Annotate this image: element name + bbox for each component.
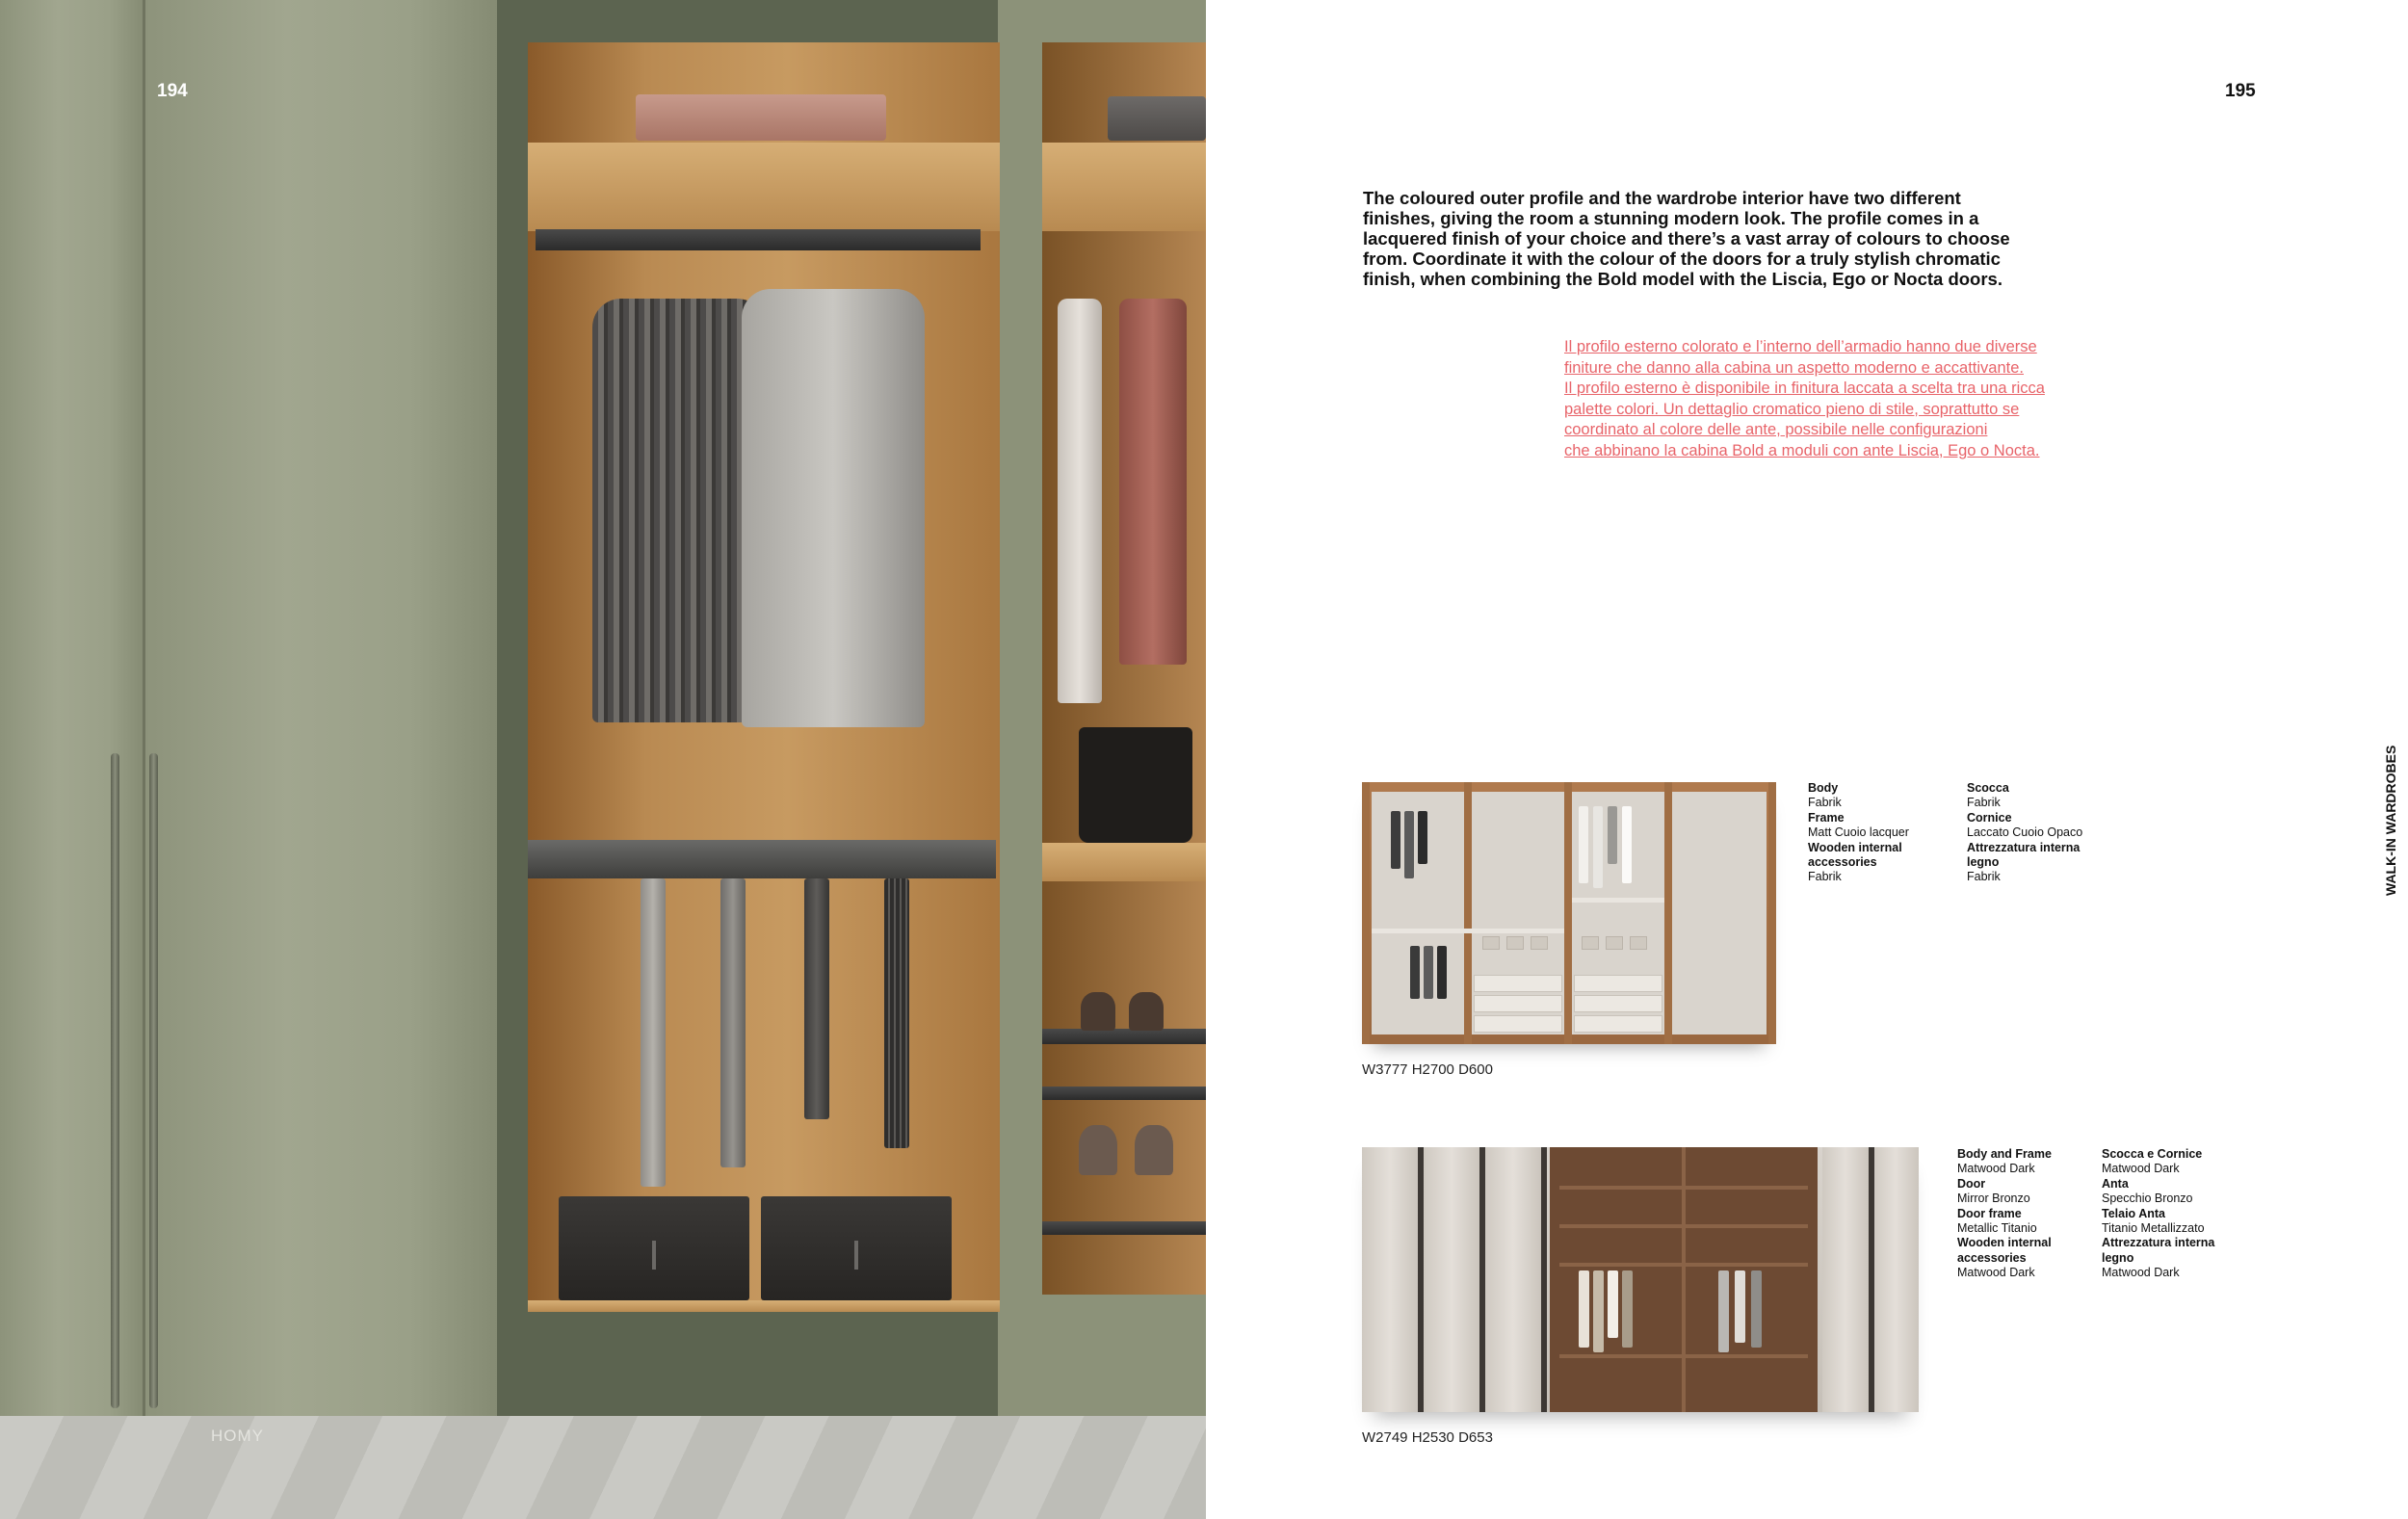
side-top-shelf [1042,143,1206,231]
hanging-garment [1404,811,1414,878]
wardrobe-bay [1672,792,1767,1034]
hanging-garment [1410,946,1420,999]
door-frame [1418,1147,1424,1412]
bottom-shelf [528,1300,1000,1312]
door-frame [1541,1147,1547,1412]
spec-label: Wooden internal accessories [1808,840,1902,870]
hanging-garment [1608,1270,1618,1338]
spec-label: Attrezzatura interna legno [1967,840,2081,870]
box-handle [652,1241,656,1270]
intro-italian-line: coordinato al colore delle ante, possibile nelle configurazioni [1564,421,1988,438]
hanging-garment [1579,806,1588,883]
section-side-label [2381,703,2400,896]
product-1-image [1362,782,1776,1044]
frame-post [1664,782,1672,1044]
frame-post [1464,782,1472,1044]
wardrobe-door-left [0,0,144,1426]
door-handle [149,753,158,1408]
intro-italian-line: che abbinano la cabina Bold a moduli con ante Liscia, Ego o Nocta. [1564,441,2040,459]
spec-value: Titanio Metallizzato [2102,1221,2205,1236]
hanging-garment [1424,946,1433,999]
drawer [1574,1015,1662,1033]
page-number-right: 195 [2225,81,2256,101]
frame-post [1768,782,1776,1044]
trousers [641,878,666,1187]
hanging-garment [1437,946,1447,999]
folded-sweater [1108,96,1206,141]
checked-jacket [592,299,766,722]
mirror-door [1362,1147,1418,1412]
intro-italian-line: Il profilo esterno colorato e l’interno dell’armadio hanno due diverse [1564,338,2037,355]
hanging-garment [1608,806,1617,864]
storage-cube [1482,936,1500,950]
drawer [1574,975,1662,992]
spec-value: Fabrik [1808,796,1842,810]
divider [1682,1147,1686,1412]
drawer [1474,1015,1562,1033]
page-number-left: 194 [157,81,188,101]
spec-value: Specchio Bronzo [2102,1192,2193,1206]
spec-label: Door [1957,1176,1986,1191]
hanging-blouse [1058,299,1102,703]
hanging-dress [1119,299,1187,665]
brand-mark: HOMY [211,1427,264,1445]
drawer [1474,975,1562,992]
door-handle [111,753,119,1408]
spec-value: Metallic Titanio [1957,1221,2037,1236]
storage-cube [1582,936,1599,950]
hanging-rail [536,229,981,250]
product-2-specs-italian [2102,1147,2237,1281]
spec-label: Body [1808,781,1839,795]
wardrobe-door-right [145,0,497,1426]
spec-value: Matwood Dark [2102,1162,2180,1176]
hanging-garment [1418,811,1427,864]
spec-label: Attrezzatura interna legno [2102,1236,2215,1265]
floor [0,1416,1206,1519]
trousers [884,878,909,1148]
spec-label: Scocca [1967,781,2009,795]
spec-label: Cornice [1967,810,2012,825]
storage-cube [1506,936,1524,950]
drawer [1574,995,1662,1012]
section-side-label-text: WALK-IN WARDROBES [2383,745,2398,896]
hanging-garment [1735,1270,1745,1343]
mirror-door [1485,1147,1541,1412]
product-2-dimensions: W2749 H2530 D653 [1362,1429,1493,1446]
handbag [1079,727,1192,843]
spec-value: Laccato Cuoio Opaco [1967,825,2083,840]
hanging-garment [1593,1270,1604,1352]
hanging-garment [1593,806,1603,888]
folded-sweater [636,94,886,141]
hanging-garment [1622,806,1632,883]
mirror-door [1872,1147,1919,1412]
storage-cube [1606,936,1623,950]
spec-label: Anta [2102,1176,2129,1191]
open-wardrobe-bay [1550,1147,1818,1412]
hanging-garment [1622,1270,1633,1348]
storage-cube [1630,936,1647,950]
grey-jacket [742,289,925,727]
shoe [1079,1125,1117,1175]
shoe [1081,992,1115,1031]
trouser-rack [528,840,996,878]
trousers [804,878,829,1119]
spec-value: Fabrik [1967,796,2001,810]
spec-value: Matwood Dark [1957,1162,2035,1176]
drawer [1474,995,1562,1012]
spec-label: Door frame [1957,1206,2022,1220]
hanging-garment [1391,811,1400,869]
shoe [1135,1125,1173,1175]
frame-post [1362,782,1370,1044]
frame-post [1564,782,1572,1044]
top-shelf [528,143,1000,231]
intro-italian-line: finiture che danno alla cabina un aspetto moderno e accattivante. [1564,358,2024,377]
intro-italian-line: palette colori. Un dettaglio cromatico pieno di stile, soprattutto se [1564,400,2020,418]
mirror-door [1822,1147,1869,1412]
shelf [1572,898,1664,903]
shoe-rack [1042,1029,1206,1044]
door-frame [1479,1147,1485,1412]
box-handle [854,1241,858,1270]
spec-value: Matwood Dark [1957,1266,2035,1280]
spec-value: Matt Cuoio lacquer [1808,825,1909,840]
product-1-specs-italian [1967,781,2102,885]
spec-label: Frame [1808,810,1845,825]
product-1-specs-english [1808,781,1952,885]
intro-italian-line: Il profilo esterno è disponibile in finitura laccata a scelta tra una ricca [1564,380,2045,397]
intro-text-italian [1564,337,2104,461]
spec-label: Wooden internal accessories [1957,1236,2052,1265]
spec-value: Fabrik [1967,870,2001,884]
hanging-garment [1579,1270,1589,1348]
spec-value: Fabrik [1808,870,1842,884]
hanging-garment [1751,1270,1762,1348]
spec-label: Scocca e Cornice [2102,1147,2203,1161]
spec-label: Body and Frame [1957,1147,2052,1161]
shelf [1372,929,1564,933]
spec-label: Telaio Anta [2102,1206,2165,1220]
hanging-garment [1718,1270,1729,1352]
shoe [1129,992,1164,1031]
product-1-dimensions: W3777 H2700 D600 [1362,1061,1493,1078]
shoe-rack [1042,1221,1206,1235]
side-shelf [1042,843,1206,881]
mirror-door [1424,1147,1479,1412]
shoe-rack [1042,1087,1206,1100]
intro-text-english: The coloured outer profile and the wardrobe interior have two different finishes, giving the room a stunning modern look. The profile comes in a lacquered finish of your choice and there’s a vast array of colours to choose from. Coordinate it with the colour of the doors for a truly stylish chromatic finish, when combining the Bold model with the Liscia, Ego or Nocta doors. [1363,188,2010,289]
storage-cube [1531,936,1548,950]
door-frame [1869,1147,1874,1412]
spec-value: Mirror Bronzo [1957,1192,2030,1206]
trousers [720,878,746,1167]
product-2-image [1362,1147,1919,1412]
spec-value: Matwood Dark [2102,1266,2180,1280]
product-2-specs-english [1957,1147,2092,1281]
